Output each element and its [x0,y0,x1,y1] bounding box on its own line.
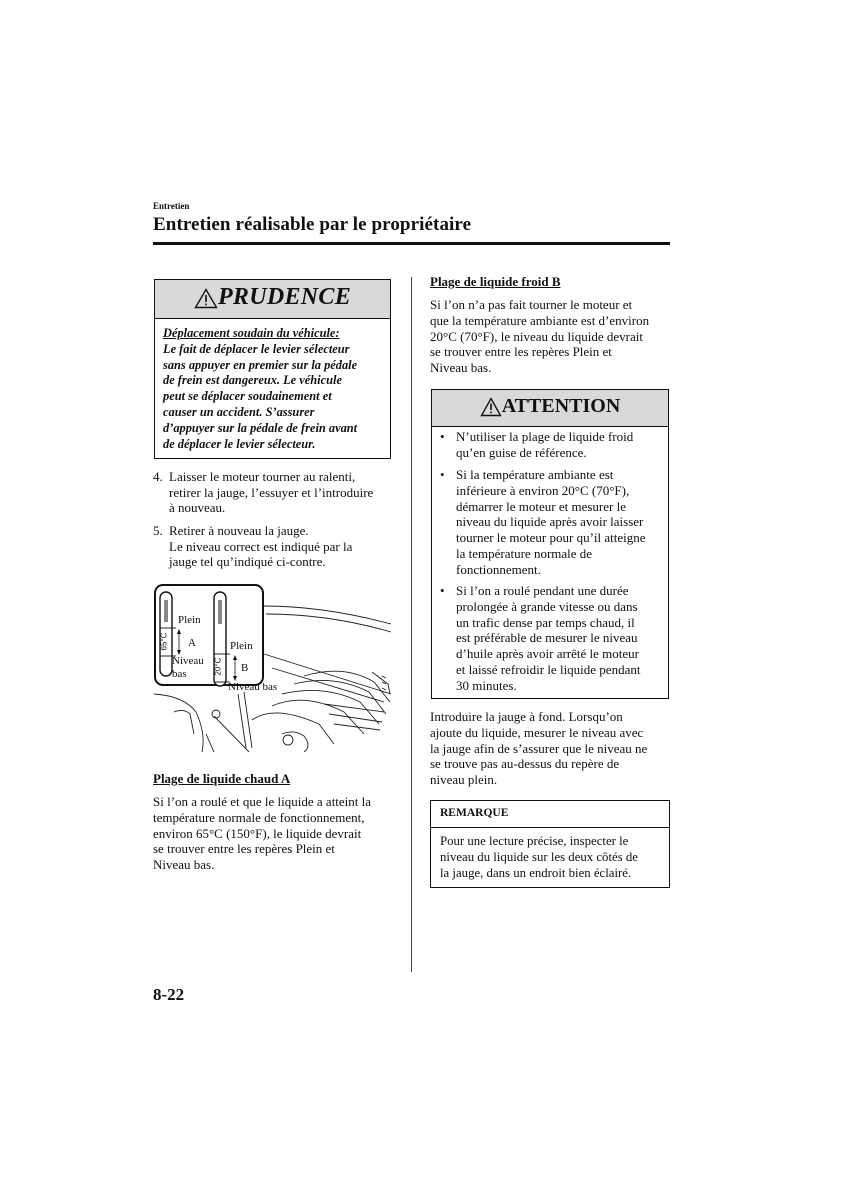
step-line: à nouveau. [169,500,226,516]
page-number: 8-22 [153,985,185,1004]
para-line: Niveau bas. [430,360,492,376]
para-line: Introduire la jauge à fond. Lorsqu’on [430,709,623,724]
note-heading: REMARQUE [440,807,509,819]
temp-hot-label: 65°C [159,632,169,651]
warning-triangle-icon [194,288,218,309]
step-number: 5. [153,523,163,538]
step-text [169,523,399,570]
caution-line: Le fait de déplacer le levier sélecteur [163,341,350,356]
title-rule [153,242,670,245]
bullet-line: un trafic dense par temps chaud, il [456,614,635,630]
mark-a-label: A [188,637,196,649]
caution-box [154,279,391,459]
bullet-line: et laissé refroidir le liquide pendant [456,661,641,677]
para-line: Si l’on a roulé et que le liquide a atteint la [153,794,372,809]
note-box [430,800,670,888]
bullet-line: inférieure à environ 20°C (70°F), [456,482,630,498]
step-line: Laisser le moteur tourner au ralenti, [169,469,356,484]
bullet-line: 30 minutes. [456,677,517,693]
bullet-dot: • [440,429,445,444]
caution-body [163,326,385,452]
niveau-a-line: bas [172,668,187,680]
niveau-a-label [172,655,204,681]
caution-line: causer un accident. S’assurer [163,404,315,419]
step-line: Retirer à nouveau la jauge. [169,523,309,538]
note-line: Pour une lecture précise, inspecter le [440,834,629,848]
bullet-line: fonctionnement. [456,561,541,577]
warning-triangle-icon [480,397,502,417]
niveau-b-label: Niveau bas [228,681,278,693]
caution-line: d’appuyer sur la pédale de frein avant [163,420,358,435]
plein-a-label: Plein [178,614,201,626]
caution-subtitle: Déplacement soudain du véhicule: [163,326,340,340]
para-line: environ 65°C (150°F), le liquide devrait [153,825,362,841]
step-line: retirer la jauge, l’essuyer et l’introduire [169,484,374,500]
temp-hot-label-wrap [156,629,172,657]
step-line: Le niveau correct est indiqué par la [169,538,353,554]
section-label: Entretien [153,201,190,211]
bullet-line: Si l’on a roulé pendant une durée [456,583,629,598]
hot-range-heading: Plage de liquide chaud A [153,771,291,786]
bullet-line: prolongée à grande vitesse ou dans [456,598,638,614]
note-line: niveau du liquide sur les deux côtés de [440,849,638,864]
bullet-line: qu’en guise de référence. [456,444,587,460]
cold-range-text [430,297,675,376]
bullet-line: N’utiliser la plage de liquide froid [456,429,634,444]
caution-line: de déplacer le levier sélecteur. [163,436,316,451]
para-line: Si l’on n’a pas fait tourner le moteur et [430,297,633,312]
para-line: que la température ambiante est d’environ [430,312,650,328]
note-line: la jauge, dans un endroit bien éclairé. [440,865,632,880]
caution-line: peut se déplacer soudainement et [163,389,332,404]
para-line: Niveau bas. [153,857,215,873]
bullet-line: est préférable de mesurer le niveau [456,630,638,646]
para-line: se trouver entre les repères Plein et [430,344,612,360]
hot-range-text [153,794,398,873]
attention-box [431,389,669,699]
bullet-line: Si la température ambiante est [456,467,614,482]
caution-header [155,280,390,319]
bullet-line: démarrer le moteur et mesurer le [456,498,626,514]
para-line: niveau plein. [430,772,498,788]
attention-header [432,390,668,427]
para-line: 20°C (70°F), le niveau du liquide devrait [430,328,643,344]
caution-heading: PRUDENCE [217,284,352,310]
para-line: température normale de fonctionnement, [153,809,365,825]
cold-range-heading: Plage de liquide froid B [430,274,561,289]
bullet-dot: • [440,467,445,482]
dipstick-figure [154,584,391,752]
note-header [431,801,669,828]
para-line: ajoute du liquide, mesurer le niveau avec [430,724,644,740]
para-line: se trouve pas au-dessus du repère de [430,756,620,772]
para-line: la jauge afin de s’assurer que le niveau ne [430,740,648,756]
caution-line: sans appuyer en premier sur la pédale [163,357,358,372]
insert-dipstick-text [430,709,675,788]
column-divider [411,277,412,972]
note-body [440,834,664,881]
caution-line: de frein est dangereux. Le véhicule [163,373,342,388]
attention-heading: ATTENTION [501,395,621,417]
plein-b-label: Plein [230,640,253,652]
para-line: se trouver entre les repères Plein et [153,841,335,857]
step-number: 4. [153,469,163,484]
temp-cold-label-wrap [210,654,226,682]
bullet-line: niveau du liquide après avoir laisser [456,514,644,530]
bullet-line: tourner le moteur pour qu’il atteigne [456,530,646,546]
step-text [169,469,399,516]
bullet-line: d’huile après avoir arrêté le moteur [456,646,639,662]
niveau-a-line: Niveau [172,655,204,667]
bullet-line: la température normale de [456,545,593,561]
temp-cold-label: 20°C [213,657,223,676]
mark-b-label: B [241,662,249,674]
step-line: jauge tel qu’indiqué ci-contre. [169,554,326,570]
bullet-dot: • [440,583,445,598]
page-title: Entretien réalisable par le propriétaire [153,214,472,235]
